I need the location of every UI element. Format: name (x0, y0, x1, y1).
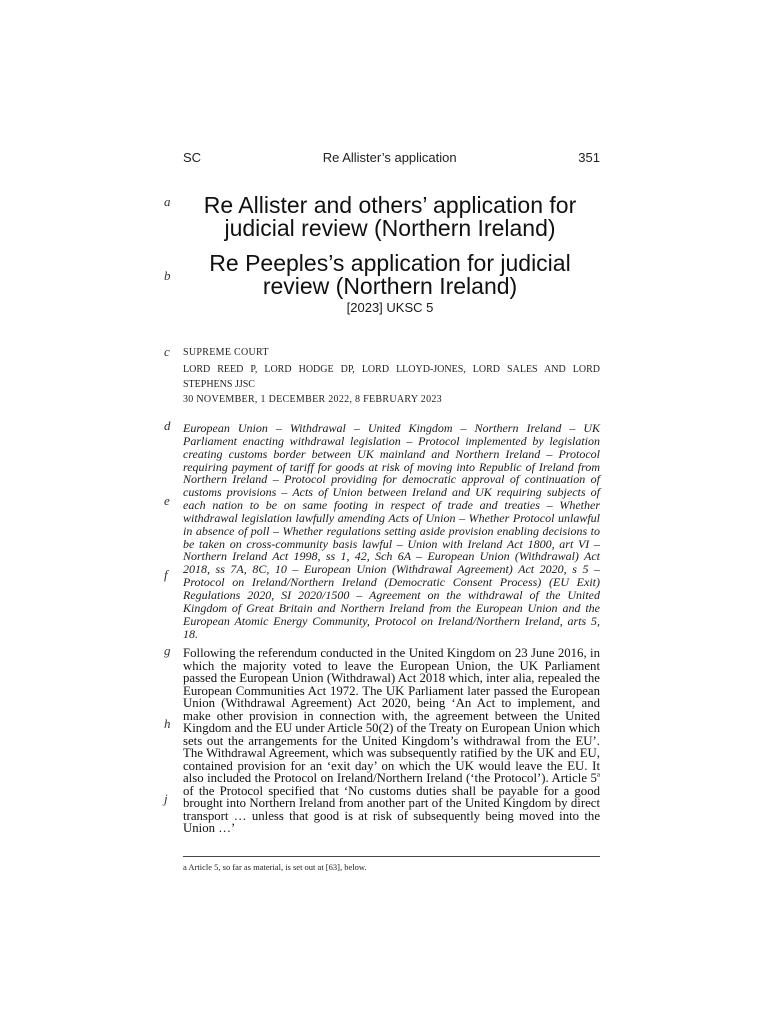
case-title-2 (170, 252, 610, 298)
margin-letter-h: h (164, 716, 171, 731)
court-name: SUPREME COURT (183, 347, 269, 358)
judges-list: LORD REED P, LORD HODGE DP, LORD LLOYD-JONES, LORD SALES AND LORD STEPHENS JJSC (183, 364, 600, 390)
margin-letter-f: f (164, 567, 168, 582)
headnote-text-before-footnote: Following the referendum conducted in the United Kingdom on 23 June 2016, in which the majority voted to leave the European Union, the UK Parliament passed the European Union (Withdrawal) Act 2018 which, inter alia, repealed the European Communities Act 1972. The UK Parliament later passed the European Union (Withdrawal Agreement) Act 2020, being ‘An Act to implement, and make other provision in connection with, the agreement between the United Kingdom and the EU under Article 50(2) of the Treaty on European Union which sets out the arrangements for the United Kingdom’s withdrawal from the EU’. The Withdrawal Agreement, which was subsequently ratified by the UK and EU, contained provision for an ‘exit day’ on which the UK would leave the EU. It also included the Protocol on Ireland/Northern Ireland (‘the Protocol’). Article 5 (183, 646, 600, 785)
footnote-marker: a (596, 770, 600, 779)
case-title-2-line-2: review (Northern Ireland) (262, 273, 518, 299)
headnote-paragraph (183, 647, 600, 835)
headnote-text-after-footnote: of the Protocol specified that ‘No customs duties shall be payable for a good brought into Northern Ireland from another part of the United Kingdom by direct transport … unless that good is at risk of subsequently being moved into the Union …’ (183, 783, 600, 835)
margin-letter-j: j (164, 791, 168, 806)
case-title-1-line-1: Re Allister and others’ application for (203, 192, 577, 218)
margin-letter-d: d (164, 418, 171, 433)
margin-letter-b: b (164, 268, 171, 283)
neutral-citation: [2023] UKSC 5 (346, 300, 434, 315)
hearing-dates: 30 NOVEMBER, 1 DECEMBER 2022, 8 FEBRUARY 2023 (183, 394, 442, 405)
header-page-number: 351 (578, 150, 600, 165)
header-court-abbrev: SC (183, 150, 202, 165)
margin-letter-e: e (164, 493, 170, 508)
running-header (183, 150, 600, 165)
footnote-divider (183, 856, 600, 857)
margin-letter-g: g (164, 643, 171, 658)
case-title-2-line-1: Re Peeples’s application for judicial (209, 250, 571, 276)
case-title-1 (170, 194, 610, 240)
margin-letter-a: a (164, 194, 171, 209)
footnote: a Article 5, so far as material, is set out at [63], below. (183, 862, 367, 872)
catchwords: European Union – Withdrawal – United Kingdom – Northern Ireland – UK Parliament enacting withdrawal legislation – Protocol implemented by legislation creating customs border between UK mainland and Northern Ireland – Protocol requiring payment of tariff for goods at risk of moving into Republic of Ireland from Northern Ireland – Protocol providing for democratic approval of continuation of customs provisions – Acts of Union between Ireland and UK requiring subjects of each nation to be on same footing in respect of trade and treaties – Whether withdrawal legislation lawfully amending Acts of Union – Whether Protocol unlawful in absence of poll – Whether regulations setting aside provision enabling decisions to be taken on cross-community basis lawful – Union with Ireland Act 1800, art VI – Northern Ireland Act 1998, ss 1, 42, Sch 6A – European Union (Withdrawal) Act 2018, ss 7A, 8C, 10 – European Union (Withdrawal Agreement) Act 2020, s 5 – Protocol on Ireland/Northern Ireland (Democratic Consent Process) (EU Exit) Regulations 2020, SI 2020/1500 – Agreement on the withdrawal of the United Kingdom of Great Britain and Northern Ireland from the European Union and the European Atomic Energy Community, Protocol on Ireland/Northern Ireland, arts 5, 18. (183, 421, 600, 641)
header-case-name: Re Allister’s application (322, 150, 457, 165)
case-title-1-line-2: judicial review (Northern Ireland) (224, 215, 556, 241)
margin-letter-c: c (164, 344, 170, 359)
